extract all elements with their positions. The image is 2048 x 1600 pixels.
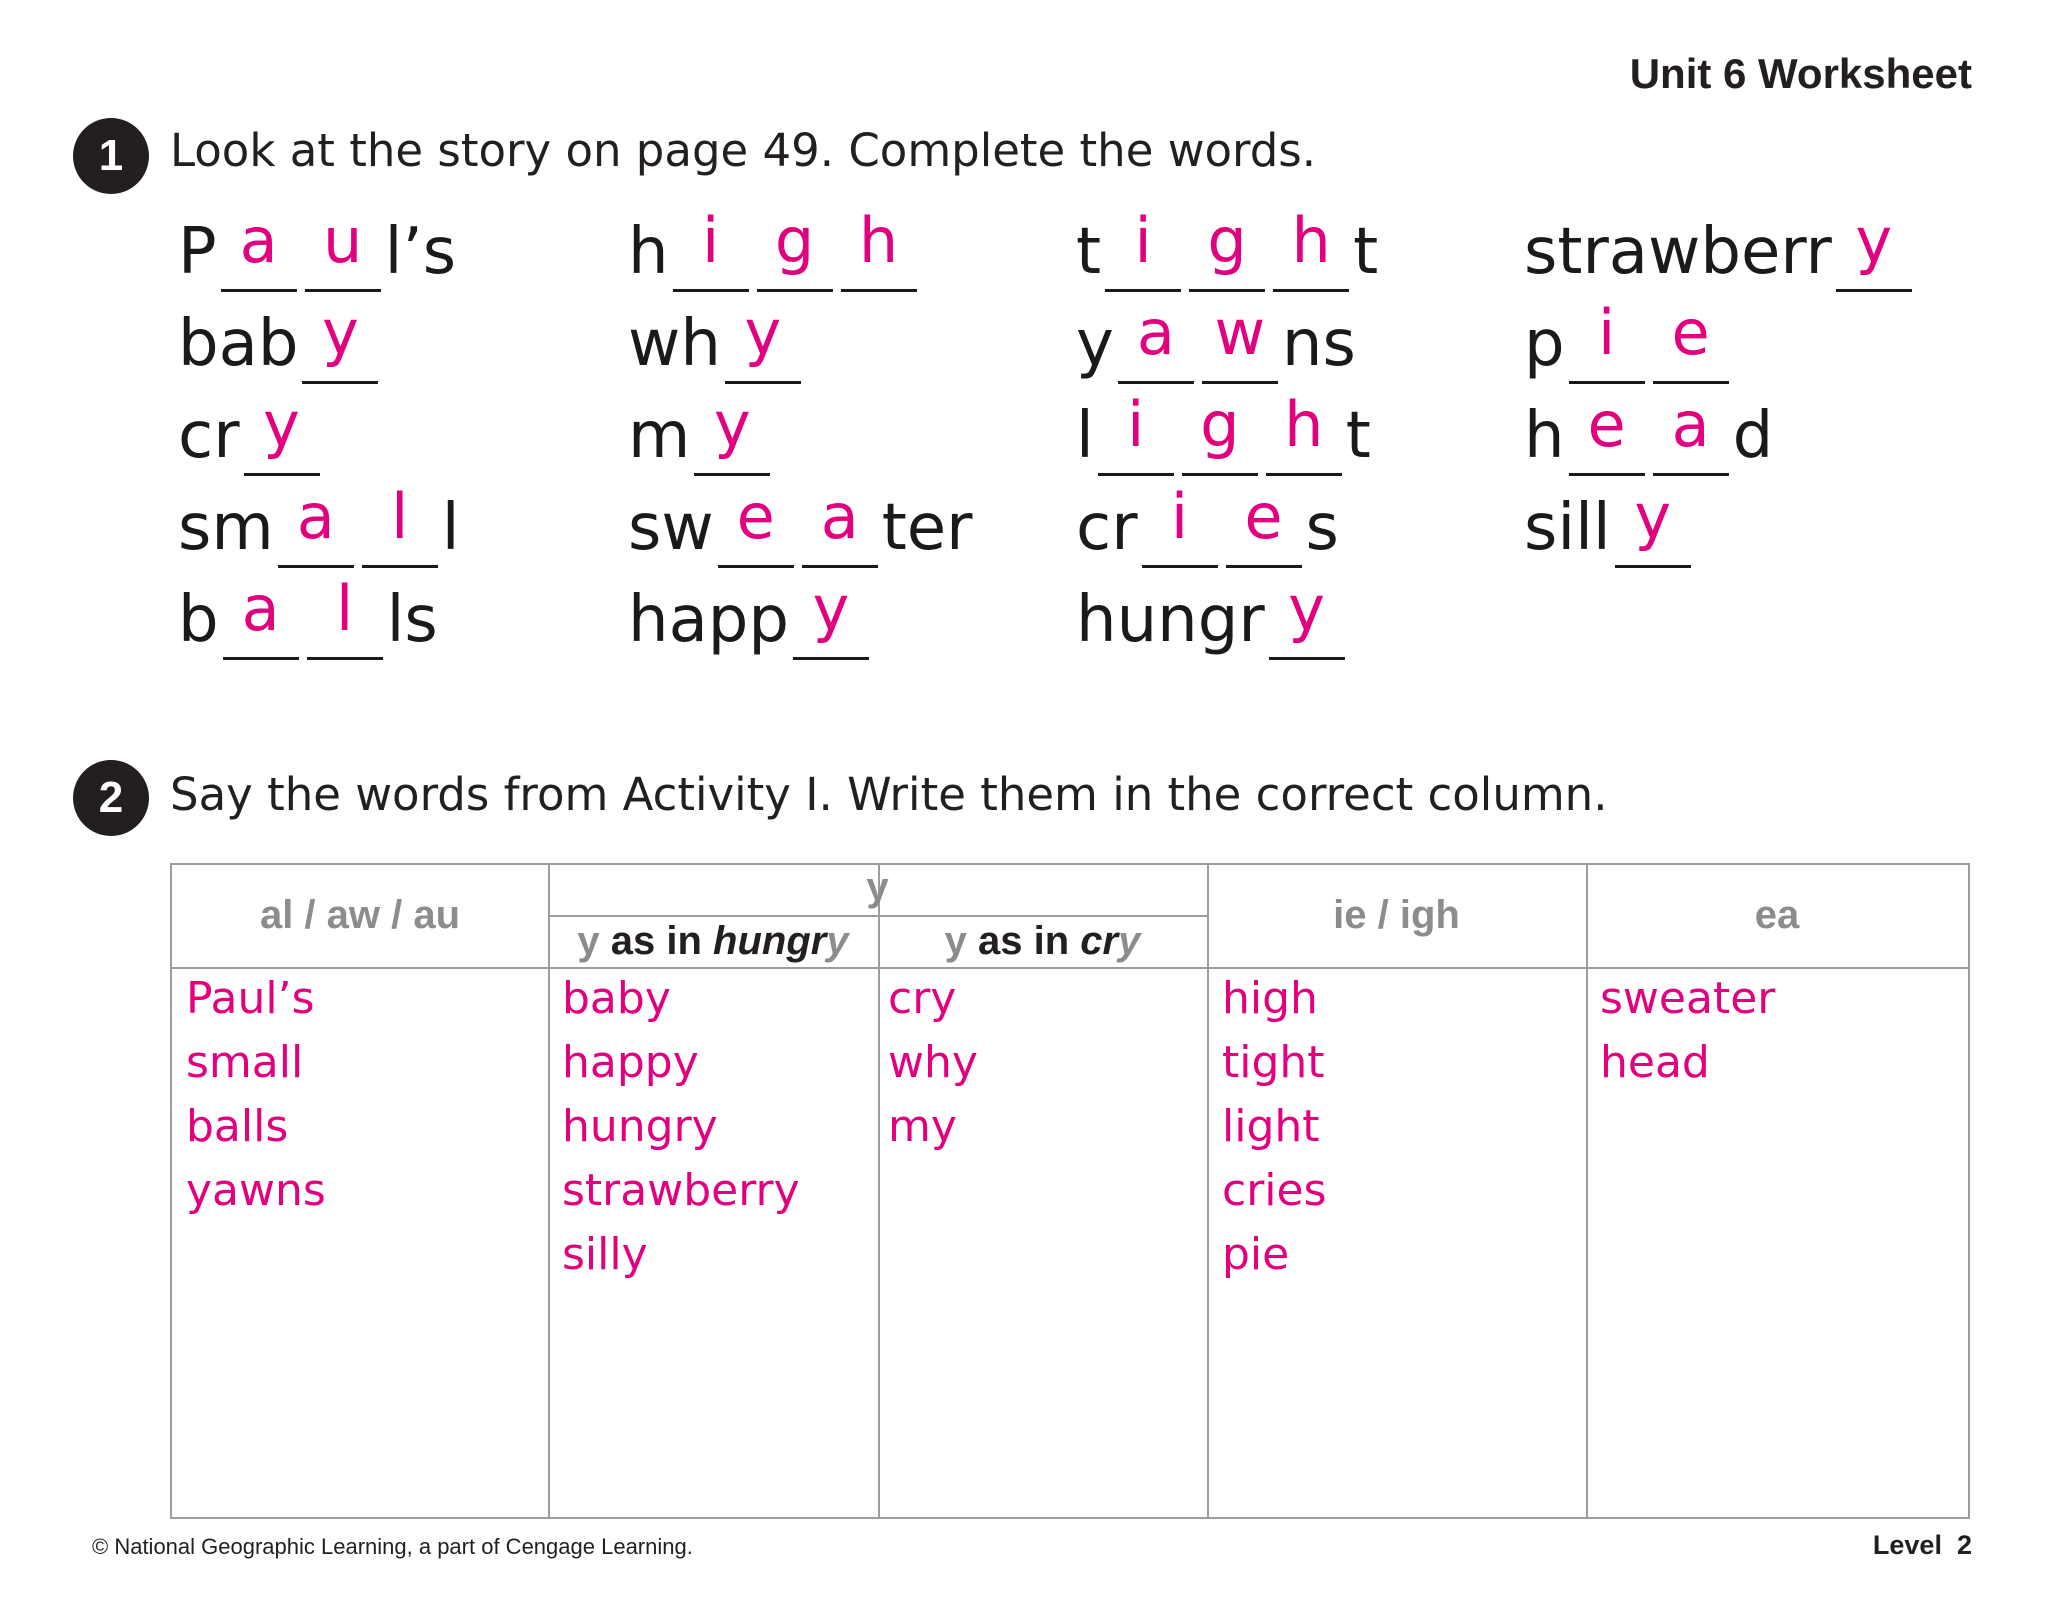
answer-blank[interactable] [1105,204,1181,292]
sorted-word: cries [1222,1165,1327,1216]
filled-answer: a [241,572,280,645]
filled-answer: l [336,572,354,645]
sorted-word: small [186,1037,304,1088]
filled-answer: e [1587,388,1626,461]
fill-in-word [178,292,382,384]
word-letters: ns [1281,307,1356,381]
word-letters: p [1524,307,1565,381]
filled-answer: a [239,204,278,277]
filled-answer: y [744,296,782,369]
word-letters: ter [881,491,973,565]
answer-blank[interactable] [1569,388,1645,476]
word-letters: t [1345,399,1371,473]
fill-in-word [628,568,873,660]
sorted-word: my [888,1101,957,1152]
word-letters: s [1305,491,1339,565]
word-letters: m [628,399,691,473]
filled-answer: i [1127,388,1145,461]
filled-answer: h [858,204,899,277]
header-ea: ea [1754,893,1800,937]
word-letters: strawberr [1524,215,1832,289]
fill-in-word [1076,476,1339,568]
filled-answer: h [1291,204,1331,277]
fill-in-word [1524,292,1733,384]
word-letters: d [1732,399,1774,473]
column-divider [1586,865,1588,1517]
fill-in-word [1524,476,1695,568]
worksheet-title: Unit 6 Worksheet [1629,50,1972,97]
word-letters: bab [178,307,299,381]
column-ie-igh-words [1222,969,1327,1289]
word-letters: sw [628,491,714,565]
filled-answer: u [322,204,363,277]
fill-in-word [628,384,774,476]
word-letters: ls [386,583,438,657]
sorted-word: cry [888,973,957,1024]
sorted-word: sweater [1600,973,1776,1024]
filled-answer: y [263,388,300,461]
answer-blank[interactable] [757,204,833,292]
sorting-table [170,863,1970,1519]
filled-answer: l [391,480,409,553]
filled-answer: a [1671,388,1710,461]
filled-answer: e [1671,296,1710,369]
filled-answer: e [736,480,775,553]
fill-in-word [628,476,972,568]
word-letters: l [1076,399,1094,473]
answer-blank[interactable] [841,204,917,292]
level-indicator: Level 2 [1872,1530,1972,1560]
word-letters: hungr [1076,583,1265,657]
filled-answer: i [1170,480,1189,553]
answer-blank[interactable] [223,572,299,660]
sorted-word: head [1600,1037,1710,1088]
filled-answer: e [1244,480,1283,553]
activity-1-instruction: Look at the story on page 49. Complete the words. [170,124,1317,177]
sorted-word: pie [1222,1229,1290,1280]
word-letters: h [628,215,669,289]
answer-blank[interactable] [244,388,320,476]
answer-blank[interactable] [1273,204,1349,292]
sorted-word: why [888,1037,978,1088]
answer-blank[interactable] [1836,204,1912,292]
answer-blank[interactable] [1189,204,1265,292]
column-divider [1207,865,1209,1517]
fill-in-word [178,200,456,292]
answer-blank[interactable] [1098,388,1174,476]
sorted-word: strawberry [562,1165,800,1216]
answer-blank[interactable] [725,296,801,384]
fill-in-word [178,568,438,660]
subheader-divider [548,915,1207,917]
word-letters: wh [628,307,721,381]
activity-2-number: 2 [73,760,149,836]
sorted-word: balls [186,1101,289,1152]
filled-answer: y [713,388,751,461]
filled-answer: g [1207,204,1247,277]
activity-2-instruction: Say the words from Activity I. Write them in the correct column. [170,768,1608,821]
filled-answer: g [774,204,815,277]
word-letters: P [178,215,217,289]
answer-blank[interactable] [307,572,383,660]
word-letters: sm [178,491,274,565]
answer-blank[interactable] [1269,572,1345,660]
word-letters: h [1524,399,1565,473]
word-letters: cr [1076,491,1138,565]
answer-blank[interactable] [1266,388,1342,476]
copyright-notice: © National Geographic Learning, a part of Cengage Learning. [92,1534,693,1559]
fill-in-word [628,200,921,292]
header-al-aw-au: al / aw / au [259,893,461,937]
answer-blank[interactable] [793,572,869,660]
filled-answer: g [1200,388,1240,461]
word-letters: t [1076,215,1102,289]
answer-blank[interactable] [1653,388,1729,476]
word-letters: y [1076,307,1114,381]
answer-blank[interactable] [673,204,749,292]
word-letters: l [441,491,460,565]
sorted-word: hungry [562,1101,718,1152]
word-letters: cr [178,399,240,473]
answer-blank[interactable] [305,204,381,292]
answer-blank[interactable] [1118,296,1194,384]
fill-in-word [178,476,459,568]
answer-blank[interactable] [362,480,438,568]
column-ea-words [1600,969,1775,1097]
sorted-word: yawns [186,1165,326,1216]
activity-1-number: 1 [73,118,149,194]
filled-answer: i [701,204,720,277]
sorted-word: tight [1222,1037,1325,1088]
header-y-group: y [866,865,889,909]
filled-answer: i [1598,296,1616,369]
word-letters: happ [628,583,790,657]
fill-in-word [178,384,324,476]
answer-blank[interactable] [694,388,770,476]
filled-answer: h [1284,388,1324,461]
sorted-word: light [1222,1101,1320,1152]
filled-answer: y [1288,572,1325,645]
column-y-cry-words [888,969,978,1161]
fill-in-word [1076,568,1349,660]
answer-blank[interactable] [302,296,378,384]
word-letters: sill [1524,491,1611,565]
filled-answer: w [1214,296,1266,369]
answer-blank[interactable] [718,480,794,568]
filled-answer: i [1134,204,1152,277]
answer-blank[interactable] [1615,480,1691,568]
header-y-as-in-cry: y as in cry [944,919,1141,963]
sorted-word: happy [562,1037,699,1088]
word-letters: t [1353,215,1379,289]
sorted-word: silly [562,1229,648,1280]
filled-answer: y [1855,204,1893,277]
answer-blank[interactable] [278,480,354,568]
fill-in-word [1524,384,1773,476]
filled-answer: y [812,572,850,645]
answer-blank[interactable] [802,480,878,568]
column-y-hungry-words [562,969,800,1289]
filled-answer: y [1634,480,1672,553]
answer-blank[interactable] [1653,296,1729,384]
answer-blank[interactable] [1569,296,1645,384]
sorted-word: high [1222,973,1318,1024]
header-y-as-in-hungry: y as in hungry [577,919,849,963]
header-ie-igh: ie / igh [1333,893,1460,937]
fill-in-word [1076,384,1371,476]
column-al-aw-au-words [186,969,326,1225]
answer-blank[interactable] [1182,388,1258,476]
fill-in-word [1076,292,1356,384]
answer-blank[interactable] [1142,480,1218,568]
word-letters: b [178,583,219,657]
sorted-word: baby [562,973,671,1024]
filled-answer: a [1136,296,1175,369]
answer-blank[interactable] [221,204,297,292]
filled-answer: a [296,480,335,553]
answer-blank[interactable] [1226,480,1302,568]
sorted-word: Paul’s [186,973,315,1024]
answer-blank[interactable] [1202,296,1278,384]
filled-answer: y [322,296,359,369]
fill-in-word [1524,200,1916,292]
filled-answer: a [820,480,859,553]
fill-in-word [1076,200,1378,292]
fill-in-word [628,292,805,384]
word-letters: l’s [384,215,457,289]
